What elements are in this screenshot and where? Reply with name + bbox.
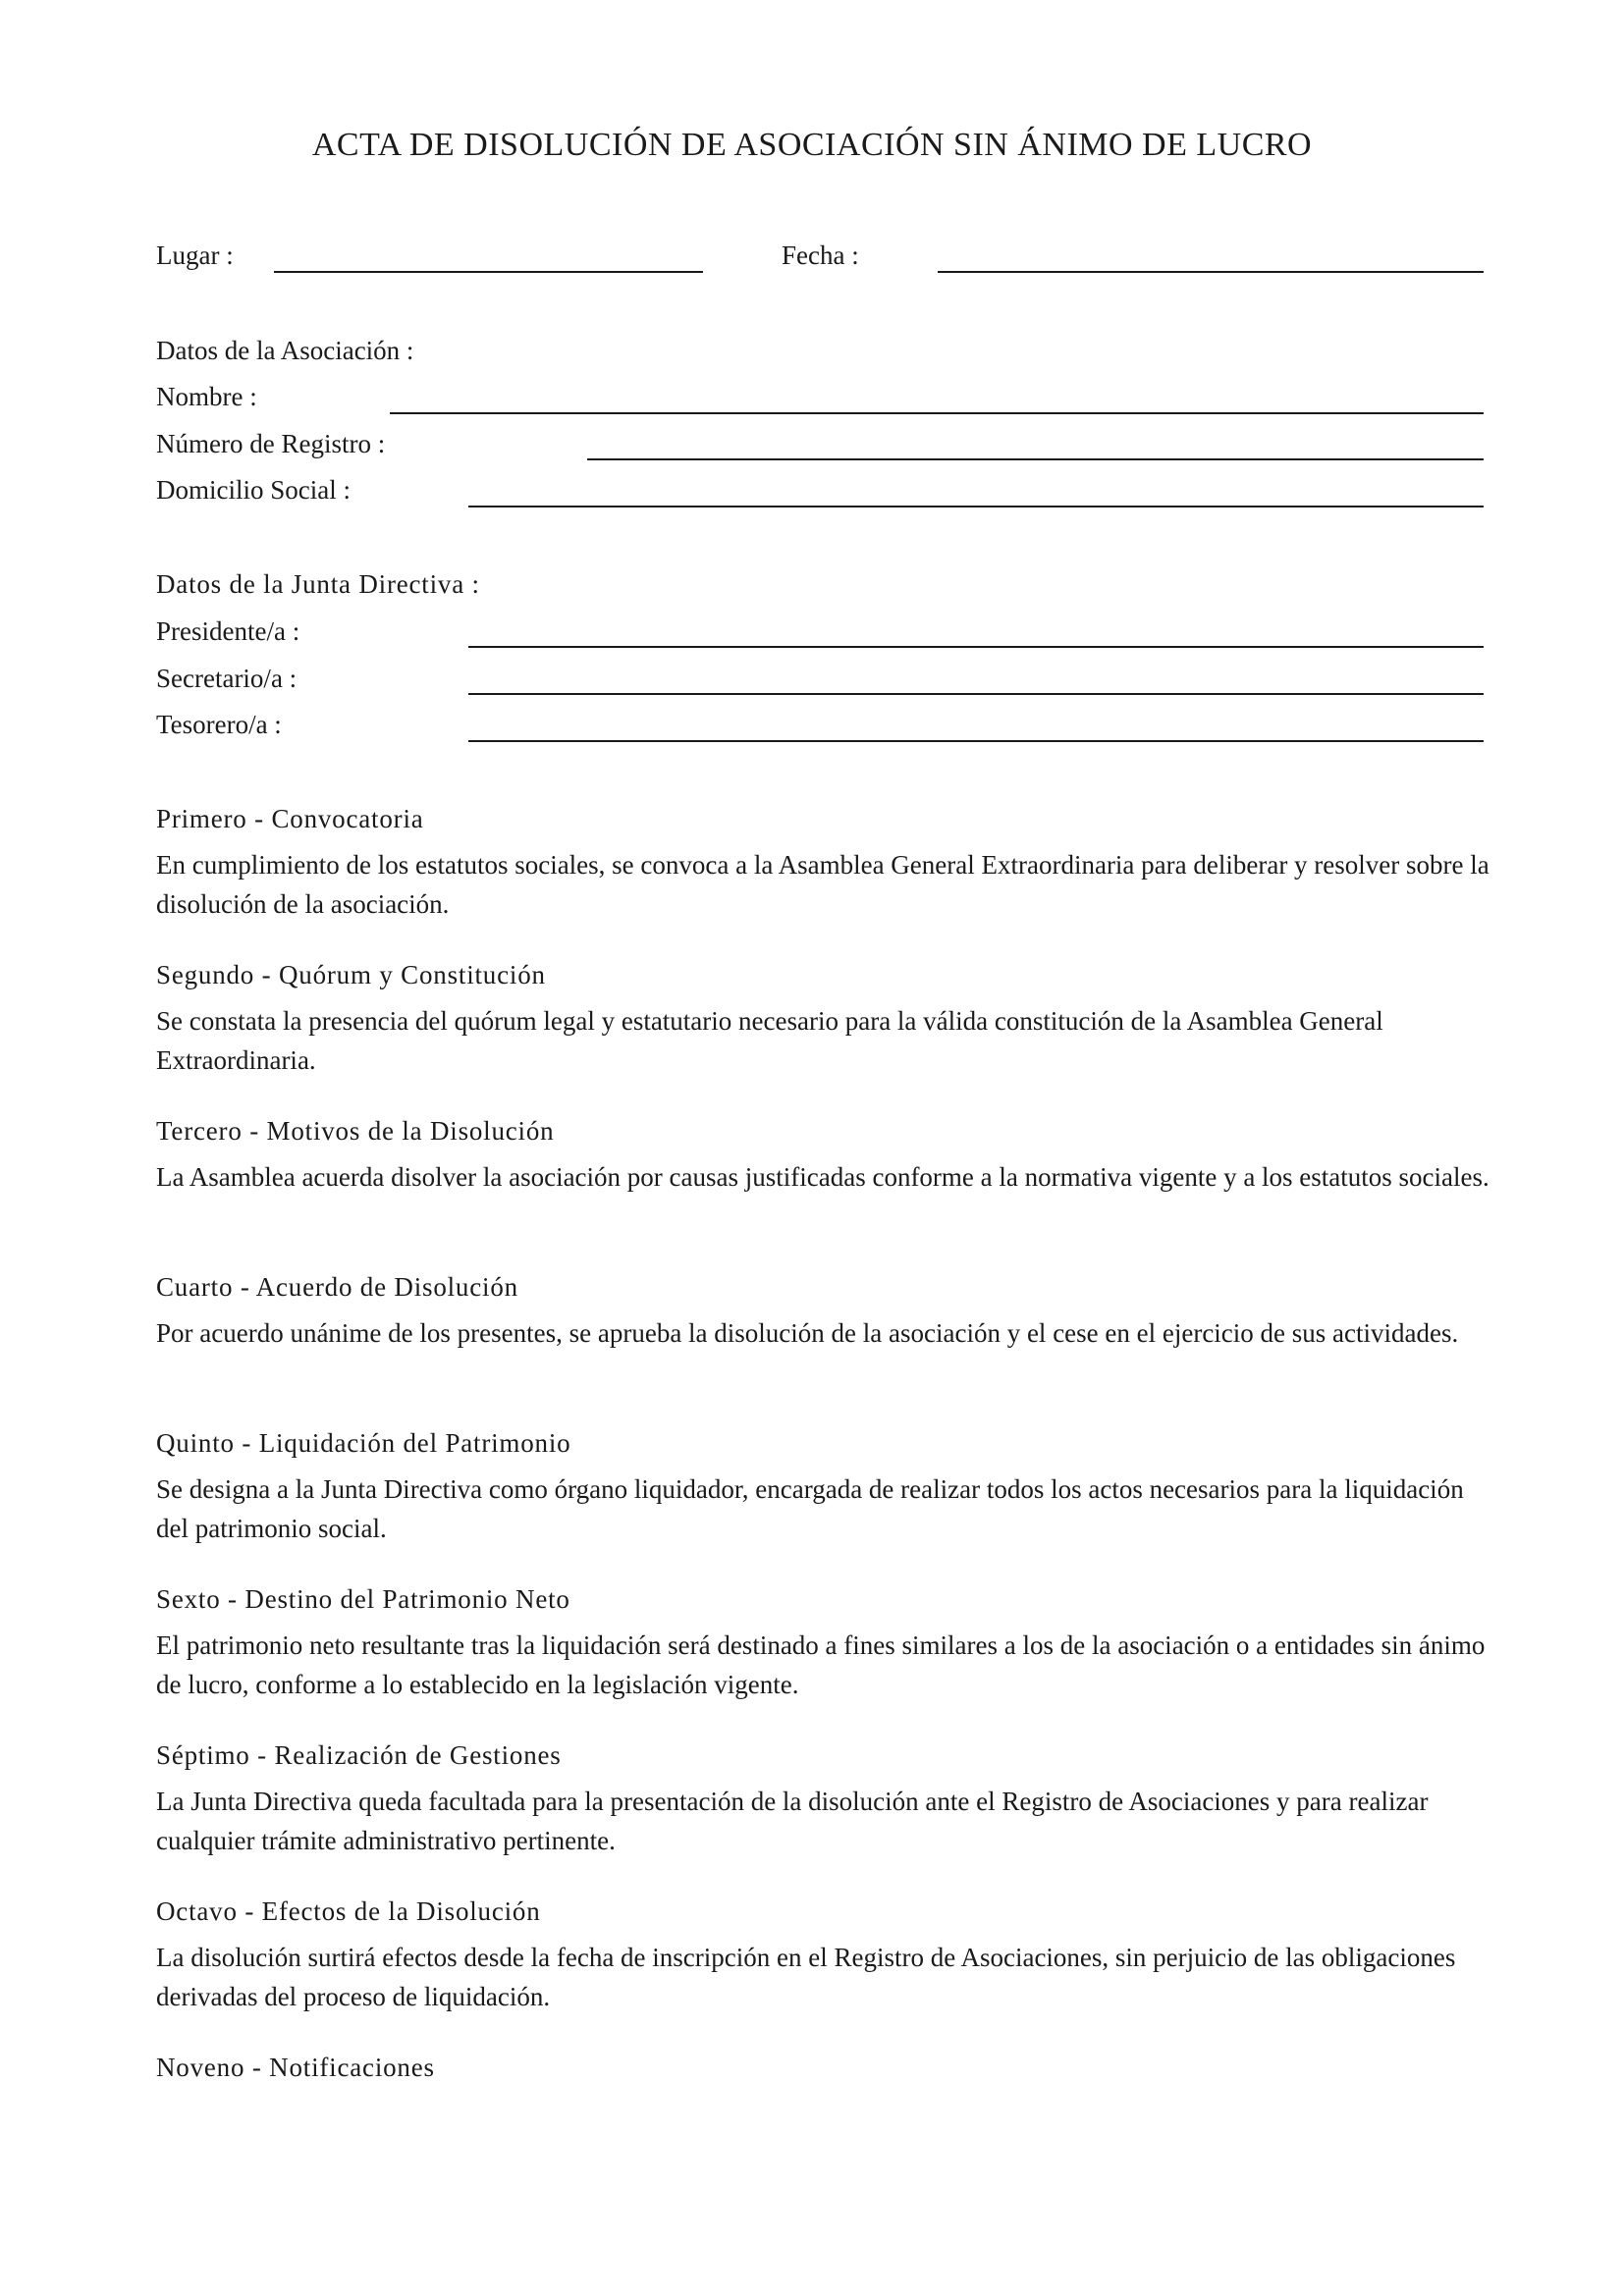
section-text-quinto: Se designa a la Junta Directiva como órgano liquidador, encargada de realizar todos los actos necesarios para la liquidación del patrimonio social. [156,1474,1464,1543]
section-text-sexto: El patrimonio neto resultante tras la liquidación será destinado a fines similares a los de la asociación o a entidades sin ánimo de lucro, conforme a lo establecido en la legislación vigente. [156,1630,1486,1699]
treasurer-line[interactable] [468,740,1484,742]
date-blank-line[interactable] [938,271,1484,273]
section-heading-cuarto: Cuarto - Acuerdo de Disolución [156,1272,518,1302]
association-address-line[interactable] [468,506,1484,507]
secretary-line[interactable] [468,693,1484,695]
section-text-primero: En cumplimiento de los estatutos sociales, se convoca a la Asamblea General Extraordinaria para deliberar y resolver sobre la disolución de la asociación. [156,850,1489,919]
section-text-segundo: Se constata la presencia del quórum legal y estatutario necesario para la válida constitución de la Asamblea General Extraordinaria. [156,1006,1383,1075]
document-title: ACTA DE DISOLUCIÓN DE ASOCIACIÓN SIN ÁNIMO DE LUCRO [311,127,1313,163]
president-label: Presidente/a : [156,616,300,646]
section-heading-quinto: Quinto - Liquidación del Patrimonio [156,1428,571,1458]
association-heading: Datos de la Asociación : [156,336,414,365]
section-text-cuarto: Por acuerdo unánime de los presentes, se aprueba la disolución de la asociación y el cese en el ejercicio de sus actividades. [156,1318,1459,1348]
association-name-label: Nombre : [156,382,257,411]
board-heading: Datos de la Junta Directiva : [156,569,480,599]
section-heading-primero: Primero - Convocatoria [156,804,424,833]
section-text-octavo: La disolución surtirá efectos desde la fecha de inscripción en el Registro de Asociaciones, sin perjuicio de las obligaciones derivadas del proceso de liquidación. [156,1943,1456,2011]
section-heading-tercero: Tercero - Motivos de la Disolución [156,1116,555,1146]
section-text-tercero: La Asamblea acuerda disolver la asociación por causas justificadas conforme a la normativa vigente y a los estatutos sociales. [156,1162,1489,1192]
association-registry-label: Número de Registro : [156,429,386,458]
president-line[interactable] [468,646,1484,648]
secretary-label: Secretario/a : [156,664,298,693]
section-heading-octavo: Octavo - Efectos de la Disolución [156,1896,541,1926]
association-name-line[interactable] [390,412,1484,414]
association-address-label: Domicilio Social : [156,475,351,505]
treasurer-label: Tesorero/a : [156,710,282,739]
section-text-septimo: La Junta Directiva queda facultada para la presentación de la disolución ante el Registro de Asociaciones y para realizar cualquier trámite administrativo pertinente. [156,1787,1429,1855]
place-label: Lugar : [156,240,234,270]
association-registry-line[interactable] [587,458,1484,460]
section-heading-noveno: Noveno - Notificaciones [156,2053,435,2082]
date-label: Fecha : [782,240,859,270]
section-heading-sexto: Sexto - Destino del Patrimonio Neto [156,1584,570,1614]
place-blank-line[interactable] [274,271,703,273]
section-heading-segundo: Segundo - Quórum y Constitución [156,960,546,989]
section-heading-septimo: Séptimo - Realización de Gestiones [156,1740,562,1770]
